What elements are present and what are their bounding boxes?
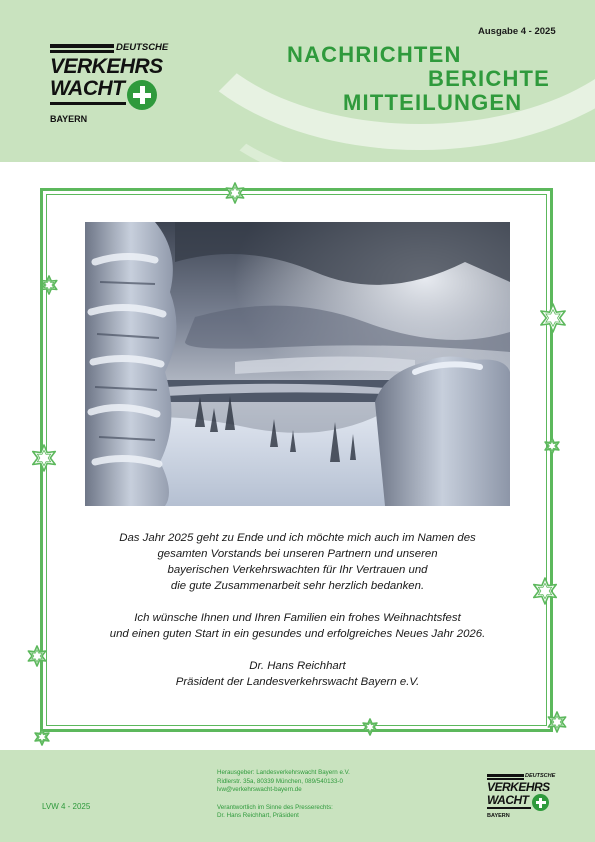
imprint-publisher: Herausgeber: Landesverkehrswacht Bayern e.V. — [217, 769, 350, 776]
christmas-star-icon — [224, 182, 246, 204]
greeting-text — [60, 530, 535, 690]
logo-bar — [487, 774, 524, 777]
logo-bayern: BAYERN — [50, 114, 88, 124]
headline-berichte: BERICHTE — [428, 66, 551, 91]
christmas-star-icon — [33, 728, 51, 746]
imprint-email: lvw@verkehrswacht-bayern.de — [217, 786, 302, 794]
green-cross-icon — [532, 794, 549, 811]
logo-bayern: BAYERN — [487, 813, 510, 819]
greeting-line: und einen guten Start in ein gesundes und erfolgreiches Neues Jahr 2026. — [109, 628, 486, 640]
christmas-star-icon — [26, 645, 48, 667]
logo-bar — [50, 44, 114, 48]
christmas-star-icon — [39, 275, 59, 295]
imprint-address: Ridlerstr. 35a, 80339 München, 089/540133-0 — [217, 777, 343, 785]
headline-mitteilungen: MITTEILUNGEN — [343, 90, 523, 115]
footer-verkehrswacht-logo — [487, 772, 557, 822]
christmas-star-icon — [543, 437, 561, 455]
christmas-star-icon — [361, 718, 379, 736]
logo-deutsche: DEUTSCHE — [525, 773, 556, 779]
footer-imprint — [217, 769, 350, 821]
imprint-responsible-name: Dr. Hans Reichhart, Präsident — [217, 812, 299, 820]
greeting-line: bayerischen Verkehrswachten für Ihr Vertrauen und — [167, 564, 428, 576]
logo-deutsche: DEUTSCHE — [116, 42, 169, 53]
logo-wacht: WACHT — [50, 77, 125, 100]
signature-title: Präsident der Landesverkehrswacht Bayern e.V. — [175, 676, 420, 688]
greeting-line: die gute Zusammenarbeit sehr herzlich bedanken. — [170, 580, 425, 592]
logo-wacht: WACHT — [487, 793, 529, 807]
imprint-responsible-label: Verantwortlich im Sinne des Presserechts: — [217, 803, 333, 811]
logo-verkehrs: VERKEHRS — [50, 55, 163, 78]
christmas-star-icon — [538, 303, 568, 333]
issue-label: Ausgabe 4 - 2025 — [478, 26, 556, 37]
winter-landscape-photo — [85, 222, 510, 506]
green-cross-icon — [127, 80, 157, 110]
logo-verkehrs: VERKEHRS — [487, 780, 550, 794]
logo-bar — [50, 102, 126, 105]
headline-nachrichten: NACHRICHTEN — [287, 42, 462, 67]
footer-issue-code: LVW 4 - 2025 — [42, 802, 91, 811]
logo-bar — [487, 807, 531, 809]
greeting-line: Ich wünsche Ihnen und Ihren Familien ein frohes Weihnachtsfest — [134, 612, 461, 624]
greeting-line: gesamten Vorstands bei unseren Partnern und unseren — [157, 548, 438, 560]
logo-bar — [50, 50, 114, 53]
christmas-star-icon — [546, 711, 568, 733]
signature-name: Dr. Hans Reichhart — [249, 660, 346, 672]
greeting-line: Das Jahr 2025 geht zu Ende und ich möchte mich auch im Namen des — [119, 532, 476, 544]
verkehrswacht-logo — [50, 40, 170, 130]
christmas-star-icon — [531, 577, 559, 605]
christmas-star-icon — [30, 444, 58, 472]
